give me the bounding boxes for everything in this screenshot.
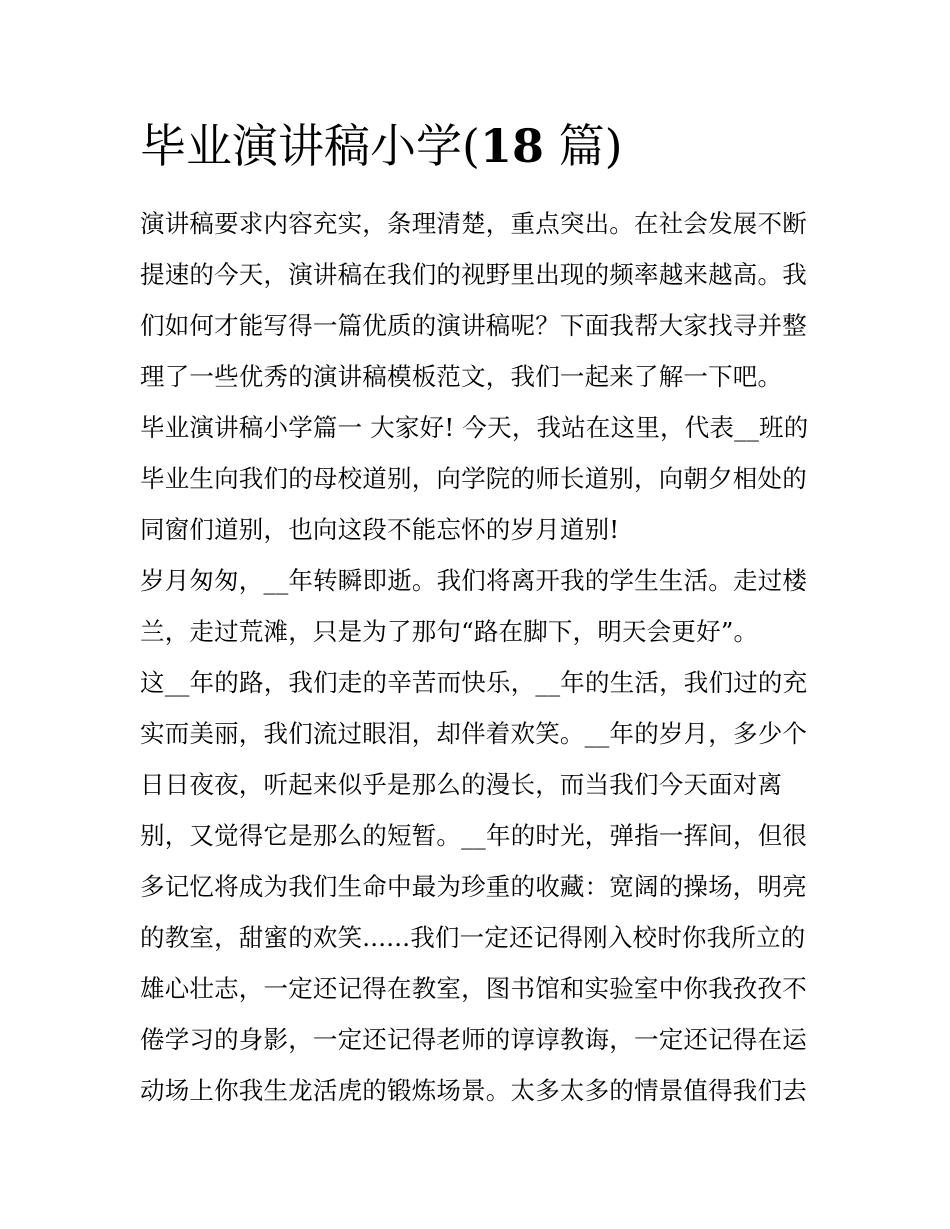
text-line: 毕业生向我们的母校道别，向学院的师长道别，向朝夕相处的 [140,464,807,493]
text-line: 这__年的路，我们走的辛苦而快乐，__年的生活，我们过的充 [140,668,808,697]
title-suffix: 篇) [543,119,623,173]
text-line: 多记忆将成为我们生命中最为珍重的收藏：宽阔的操场，明亮 [140,872,807,901]
text-line: 倦学习的身影，一定还记得老师的谆谆教诲，一定还记得在运 [140,1025,807,1054]
text-line: 演讲稿要求内容充实，条理清楚，重点突出。在社会发展不断 [140,209,807,238]
title-prefix: 毕业演讲稿小学( [140,119,480,173]
text-line: 理了一些优秀的演讲稿模板范文，我们一起来了解一下吧。 [140,362,783,391]
text-line: 实而美丽，我们流过眼泪，却伴着欢笑。__年的岁月，多少个 [140,719,808,748]
title-number: 18 [479,119,544,173]
text-line: 别，又觉得它是那么的短暂。__年的时光，弹指一挥间，但很 [140,821,808,850]
text-line: 提速的今天，演讲稿在我们的视野里出现的频率越来越高。我 [140,260,807,289]
text-line: 们如何才能写得一篇优质的演讲稿呢？下面我帮大家找寻并整 [140,311,807,340]
text-line: 同窗们道别，也向这段不能忘怀的岁月道别! [140,515,620,544]
document-title [140,112,623,180]
text-line: 兰，走过荒滩，只是为了那句“路在脚下，明天会更好”。 [140,617,759,646]
text-line: 雄心壮志，一定还记得在教室，图书馆和实验室中你我孜孜不 [140,974,807,1003]
text-line: 的教室，甜蜜的欢笑......我们一定还记得刚入校时你我所立的 [140,923,806,952]
text-line: 动场上你我生龙活虎的锻炼场景。太多太多的情景值得我们去 [140,1076,807,1105]
text-line: 日日夜夜，听起来似乎是那么的漫长，而当我们今天面对离 [140,770,783,799]
text-line: 岁月匆匆，__年转瞬即逝。我们将离开我的学生生活。走过楼 [140,566,808,595]
document-body [140,198,820,1116]
text-line: 毕业演讲稿小学篇一 大家好! 今天，我站在这里，代表__班的 [140,413,809,442]
